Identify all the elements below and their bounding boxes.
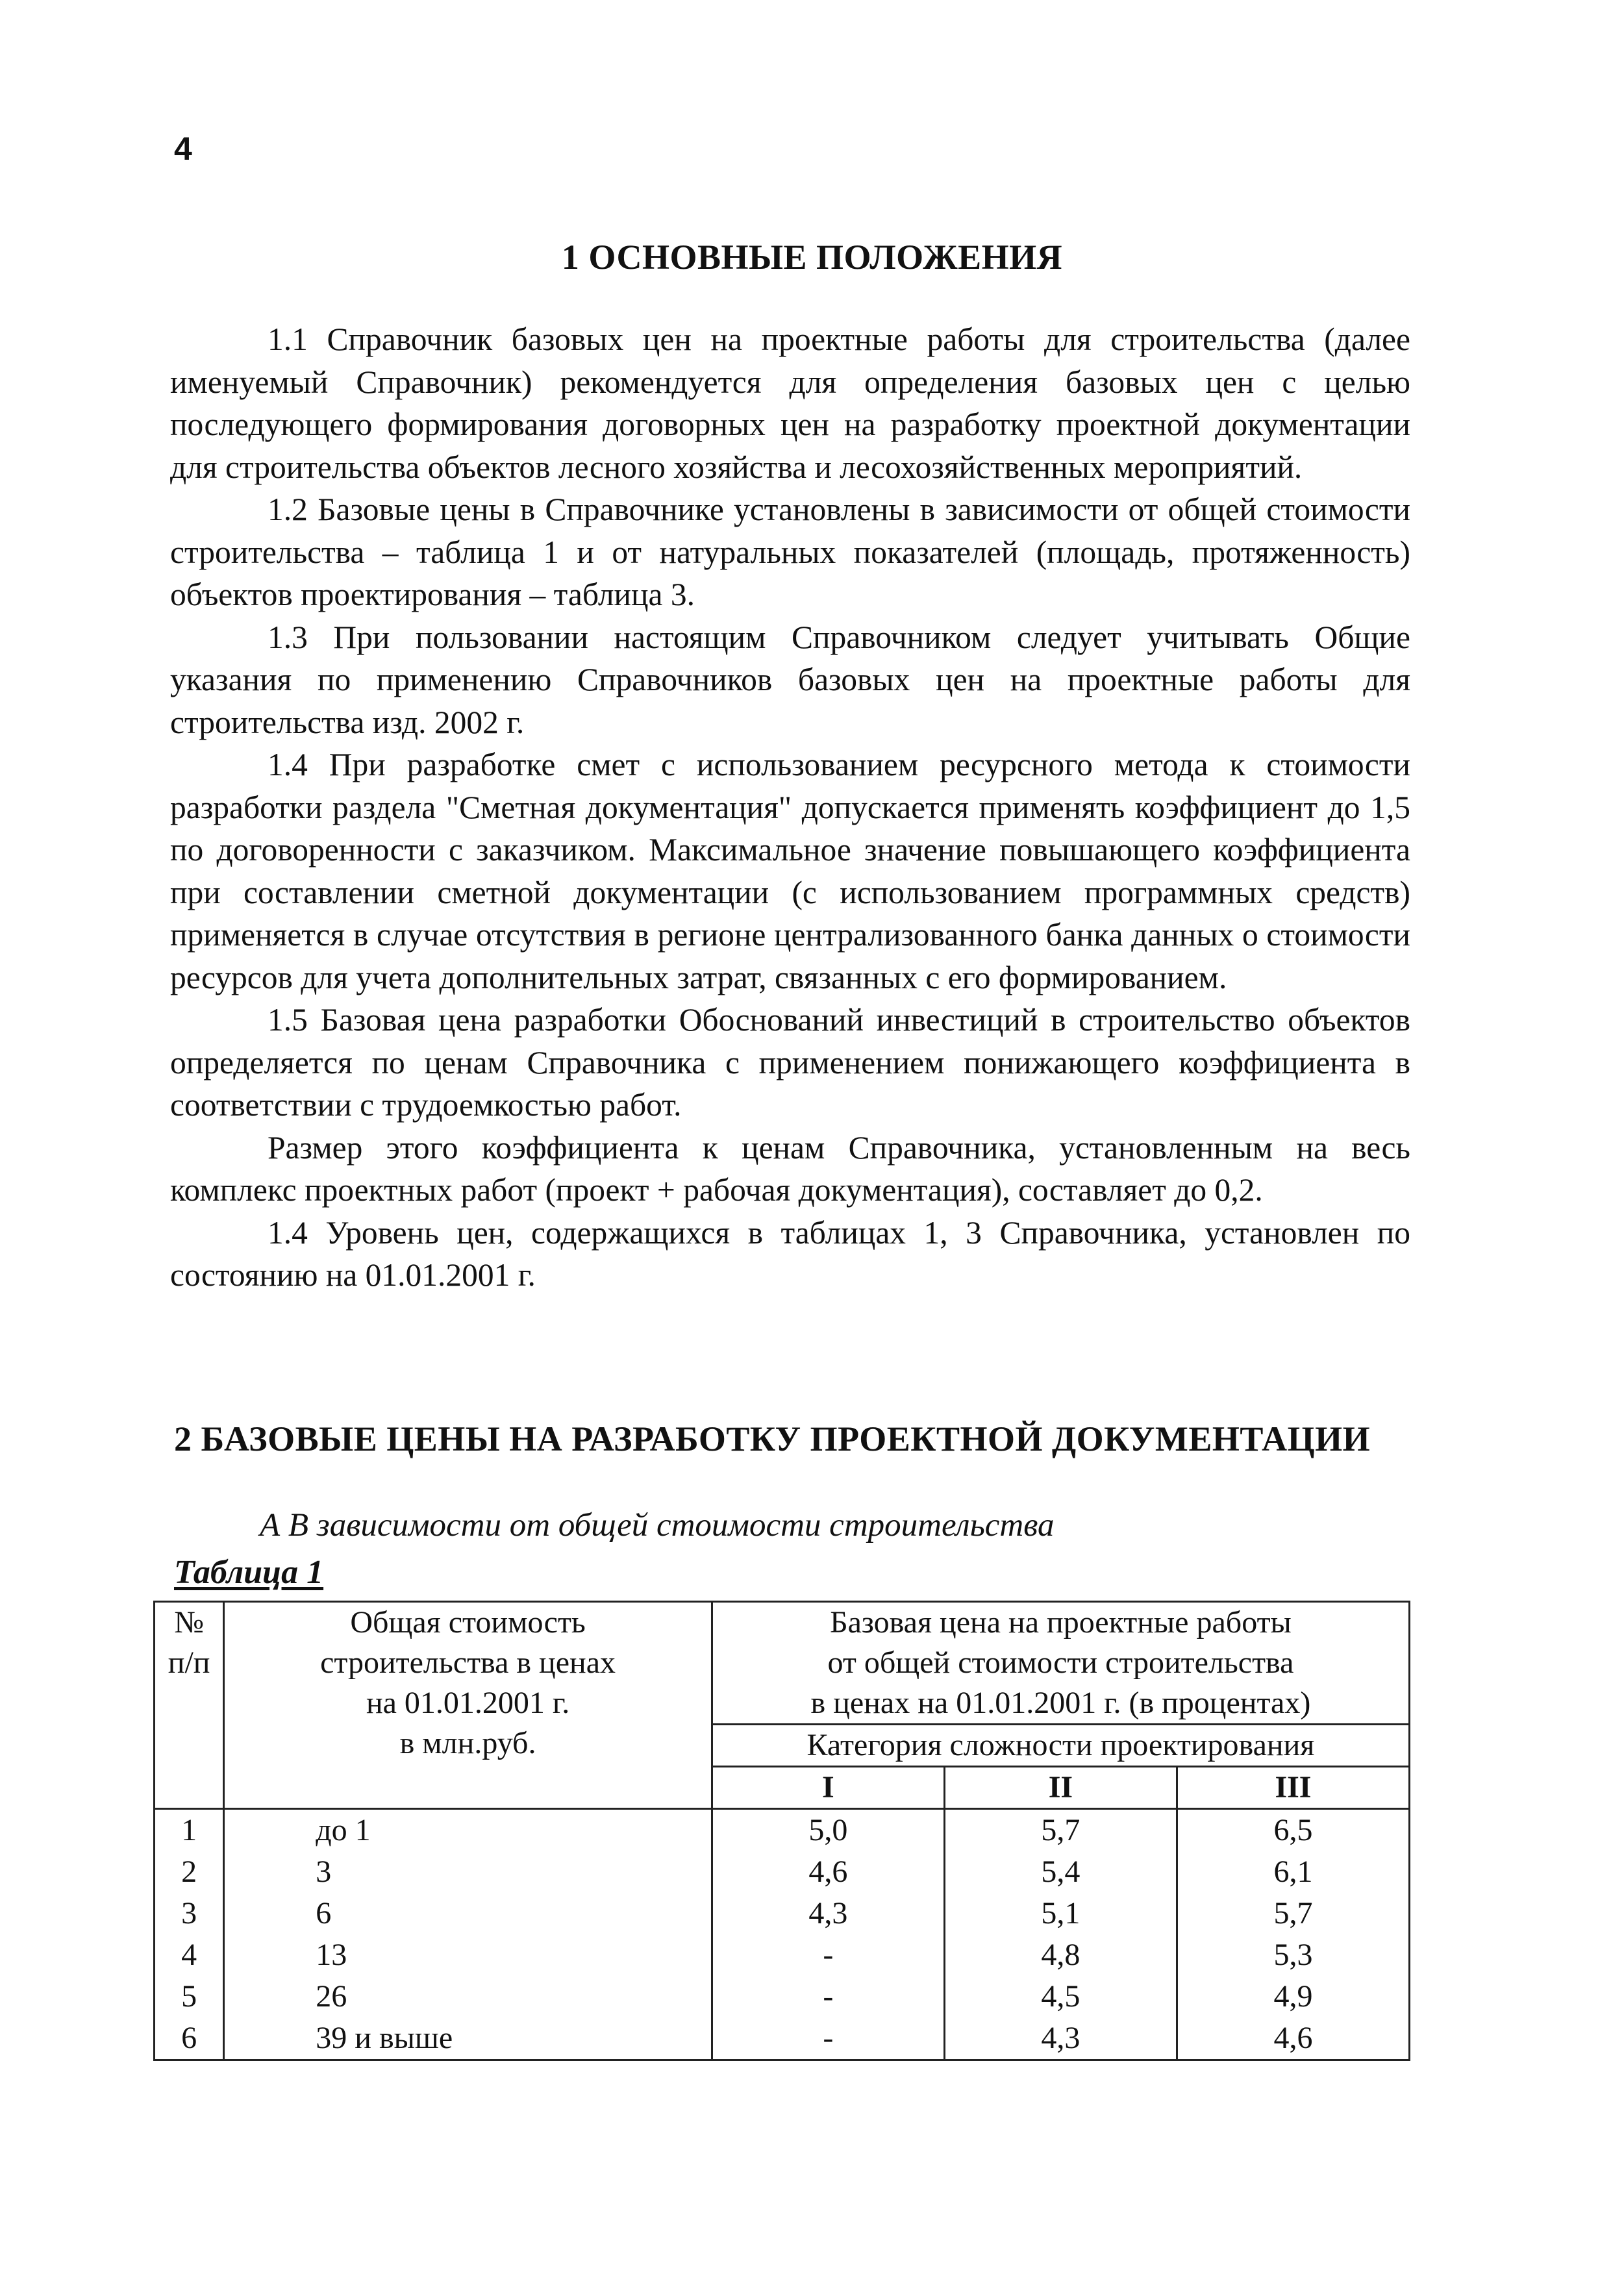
paragraph-price-level: 1.4 Уровень цен, содержащихся в таблицах 1, 3 Справочника, установлен по состоянию на 01.01.2001 г.	[170, 1214, 1410, 1293]
header-price	[712, 1602, 1409, 1725]
paragraph-coefficient: Размер этого коэффициента к ценам Справочника, установленным на весь комплекс проектных работ (проект + рабочая документация), составляет до 0,2.	[170, 1129, 1410, 1208]
paragraph-1-2: 1.2 Базовые цены в Справочнике установлены в зависимости от общей стоимости строительства – таблица 1 и от натуральных показателей (площадь, протяженность) объектов проектирования – таблица 3.	[170, 492, 1410, 612]
base-price-table	[153, 1601, 1410, 2061]
header-category-2: II	[944, 1767, 1177, 1809]
row-cat3: 6,5	[1177, 1809, 1409, 1852]
table-row	[155, 1976, 1410, 2017]
row-cat1: -	[712, 2017, 944, 2060]
header-num-line1: №	[174, 1605, 205, 1640]
header-cost	[224, 1602, 712, 1809]
header-cost-line4: в млн.руб.	[399, 1726, 536, 1760]
header-price-line3: в ценах на 01.01.2001 г. (в процентах)	[810, 1686, 1311, 1720]
table-caption: Таблица 1	[174, 1554, 324, 1591]
paragraph-1-4: 1.4 При разработке смет с использованием ресурсного метода к стоимости разработки раздела "Сметная документация" допускается применять коэффициент до 1,5 по договоренности с заказчиком. Максимальное значение повышающего коэффициента при составлении сметной документации (с использованием программных средств) применяется в случае отсутствия в регионе централизованного банка данных о стоимости ресурсов для учета дополнительных затрат, связанных с его формированием.	[170, 747, 1410, 995]
row-cat3: 5,7	[1177, 1893, 1409, 1934]
row-cat2: 5,1	[944, 1893, 1177, 1934]
header-cost-line1: Общая стоимость	[350, 1605, 586, 1640]
section-1-title: 1 ОСНОВНЫЕ ПОЛОЖЕНИЯ	[561, 238, 1063, 277]
row-cat3: 4,9	[1177, 1976, 1409, 2017]
header-category: Категория сложности проектирования	[712, 1725, 1409, 1767]
row-cat2: 4,5	[944, 1976, 1177, 2017]
row-cat2: 5,4	[944, 1851, 1177, 1893]
row-cat2: 4,8	[944, 1934, 1177, 1976]
header-num	[155, 1602, 224, 1809]
row-cat2: 5,7	[944, 1809, 1177, 1852]
paragraph-1-1: 1.1 Справочник базовых цен на проектные работы для строительства (далее именуемый Справочник) рекомендуется для определения базовых цен с целью последующего формирования договорных цен на разработку проектной документации для строительства объектов лесного хозяйства и лесохозяйственных мероприятий.	[170, 321, 1410, 485]
header-category-3: III	[1177, 1767, 1409, 1809]
row-cost: 26	[224, 1976, 712, 2017]
table-row	[155, 2017, 1410, 2060]
table-row	[155, 1893, 1410, 1934]
table-subtitle: А В зависимости от общей стоимости строительства	[260, 1507, 1055, 1543]
row-cat2: 4,3	[944, 2017, 1177, 2060]
section-2-title: 2 БАЗОВЫЕ ЦЕНЫ НА РАЗРАБОТКУ ПРОЕКТНОЙ ДОКУМЕНТАЦИИ	[174, 1419, 1371, 1458]
header-price-line1: Базовая цена на проектные работы	[830, 1605, 1292, 1640]
row-num: 5	[155, 1976, 224, 2017]
section-1-body	[170, 318, 1410, 1297]
row-cost: 3	[224, 1851, 712, 1893]
table-row	[155, 1809, 1410, 1852]
row-num: 2	[155, 1851, 224, 1893]
row-num: 3	[155, 1893, 224, 1934]
row-cat1: 5,0	[712, 1809, 944, 1852]
table-row	[155, 1851, 1410, 1893]
paragraph-1-5: 1.5 Базовая цена разработки Обоснований инвестиций в строительство объектов определяется по ценам Справочника с применением понижающего коэффициента в соответствии с трудоемкостью работ.	[170, 1002, 1410, 1123]
row-cat1: 4,3	[712, 1893, 944, 1934]
row-cat3: 5,3	[1177, 1934, 1409, 1976]
row-cat1: -	[712, 1976, 944, 2017]
row-cat3: 4,6	[1177, 2017, 1409, 2060]
header-category-1: I	[712, 1767, 944, 1809]
table-row	[155, 1934, 1410, 1976]
page-number: 4	[174, 131, 192, 167]
row-num: 1	[155, 1809, 224, 1852]
header-cost-line2: строительства в ценах	[320, 1645, 616, 1680]
header-num-line2: п/п	[168, 1645, 210, 1680]
row-num: 4	[155, 1934, 224, 1976]
row-cost: 39 и выше	[224, 2017, 712, 2060]
row-cost: 6	[224, 1893, 712, 1934]
row-cat1: 4,6	[712, 1851, 944, 1893]
row-num: 6	[155, 2017, 224, 2060]
header-cost-line3: на 01.01.2001 г.	[366, 1686, 570, 1720]
row-cat3: 6,1	[1177, 1851, 1409, 1893]
row-cat1: -	[712, 1934, 944, 1976]
paragraph-1-3: 1.3 При пользовании настоящим Справочником следует учитывать Общие указания по применению Справочников базовых цен на проектные работы для строительства изд. 2002 г.	[170, 619, 1410, 740]
row-cost: до 1	[224, 1809, 712, 1852]
row-cost: 13	[224, 1934, 712, 1976]
header-price-line2: от общей стоимости строительства	[827, 1645, 1294, 1680]
